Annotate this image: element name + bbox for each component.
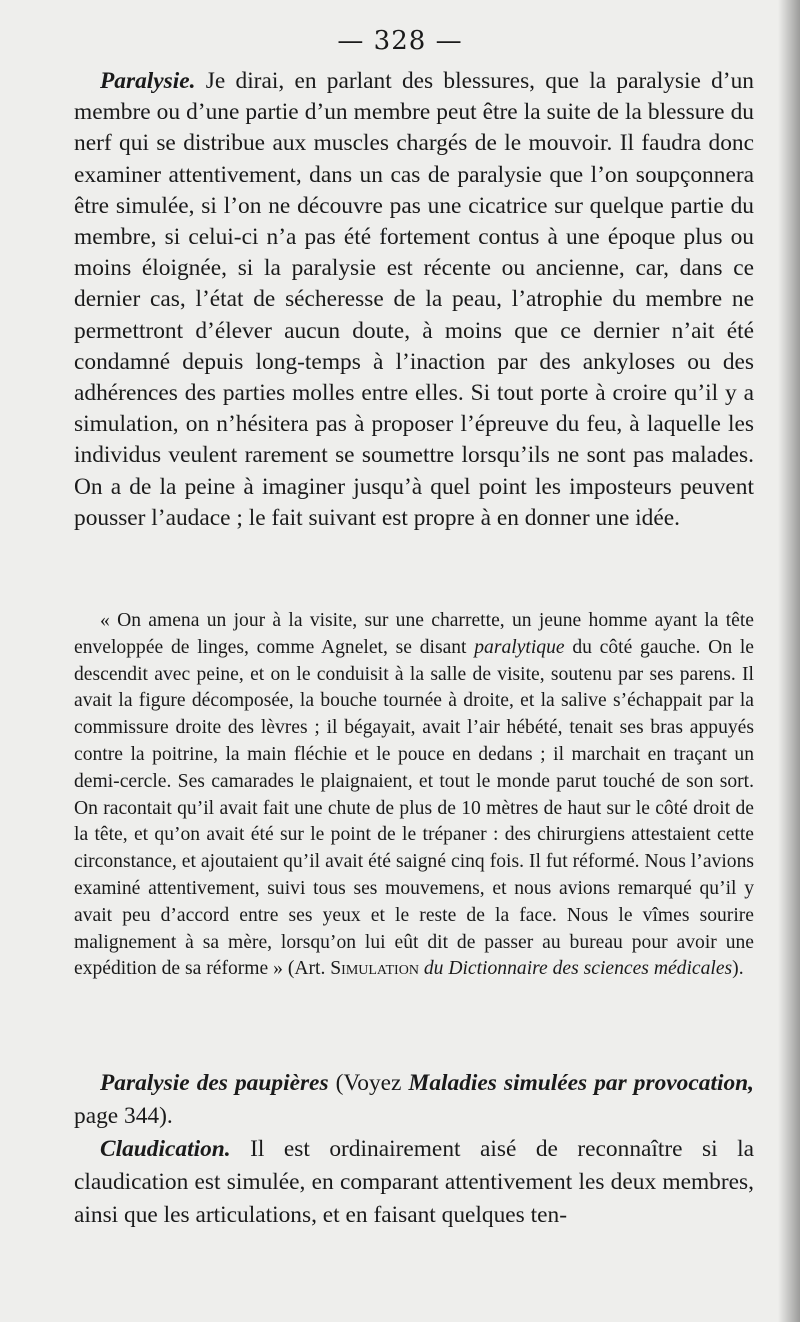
paupieres-text-2: page 344). <box>74 1103 173 1129</box>
heading-paralysie: Paralysie. <box>100 68 196 94</box>
quote-text-2: du côté gauche. On le descendit avec peine, et on le conduisit à la salle de visite, soutenu par ses parens. Il avait la figure décomposée, la bouche tournée à droite, et la salive s’échappait par la commissure droite des lèvres ; il bégayait, avait l’air hébété, tenait ses bras appuyés contre la poitrine, la main fléchie et le pouce en dedans ; il marchait en traçant un demi-cercle. Ses camarades le plaignaient, et tout le monde parut touché de son sort. On racontait qu’il avait fait une chute de plus de 10 mètres de haut sur le côté droit de la tête, et qu’on avait été sur le point de le trépaner : des chirurgiens attestaient cette circonstance, et ajoutaient qu’il avait été saigné cinq fois. Il fut réformé. Nous l’avions examiné attentivement, suivi tous ses mouvemens, et nous avions remarqué qu’il y avait peu d’accord entre ses yeux et le reste de la face. Nous le vîmes sourire malignement à sa mère, lorsqu’on lui eût dit de passer au bureau pour avoir une expédition de sa réforme » (Art. <box>74 636 754 980</box>
quote-italic-2: du Dictionnaire des sciences médicales <box>418 958 733 980</box>
paragraph-paupieres <box>74 1067 754 1133</box>
page-number: — 328 — <box>337 26 463 56</box>
paragraph-claudication <box>74 1133 754 1232</box>
quote-smallcaps: Simulation <box>330 958 419 980</box>
paupieres-text-1: (Voyez <box>328 1070 409 1096</box>
paupieres-italic: Maladies simulées par provocation, <box>408 1070 754 1096</box>
heading-paupieres: Paralysie des paupières <box>100 1070 329 1096</box>
quote-text-3: ). <box>732 958 744 980</box>
quotation-paragraph <box>74 608 754 983</box>
case-quotation <box>74 608 754 983</box>
quote-text-1: « On amena un jour à la visite, sur une charrette, un jeune homme ayant la tête enveloppée de linges, comme Agnelet, se disant <box>74 610 754 658</box>
main-text <box>74 66 754 534</box>
lower-text <box>74 1067 754 1232</box>
claudication-text: Il est ordinairement aisé de reconnaître si la claudication est simulée, en comparant attentivement les deux membres, ainsi que les articulations, et en faisant quelques ten- <box>74 1136 754 1228</box>
quote-italic-1: paralytique <box>474 636 565 658</box>
paragraph-text: Je dirai, en parlant des blessures, que la paralysie d’un membre ou d’une partie d’un membre peut être la suite de la blessure du nerf qui se distribue aux muscles chargés de le mouvoir. Il faudra donc examiner attentivement, dans un cas de paralysie que l’on soupçonnera être simulée, si l’on ne découvre pas une cicatrice sur quelque partie du membre, si celui-ci n’a pas été fortement contus à une époque plus ou moins éloignée, si la paralysie est récente ou ancienne, car, dans ce dernier cas, l’état de sécheresse de la peau, l’atrophie du membre ne permettront d’élever aucun doute, à moins que ce dernier n’ait été condamné depuis long-temps à l’inaction par des ankyloses ou des adhérences des parties molles entre elles. Si tout porte à croire qu’il y a simulation, on n’hésitera pas à proposer l’épreuve du feu, à laquelle les individus veulent rarement se soumettre lorsqu’ils ne sont pas malades. On a de la peine à imaginer jusqu’à quel point les imposteurs peuvent pousser l’audace ; le fait suivant est propre à en donner une idée. <box>74 68 754 531</box>
heading-claudication: Claudication. <box>100 1136 231 1162</box>
paragraph-paralysie <box>74 66 754 534</box>
